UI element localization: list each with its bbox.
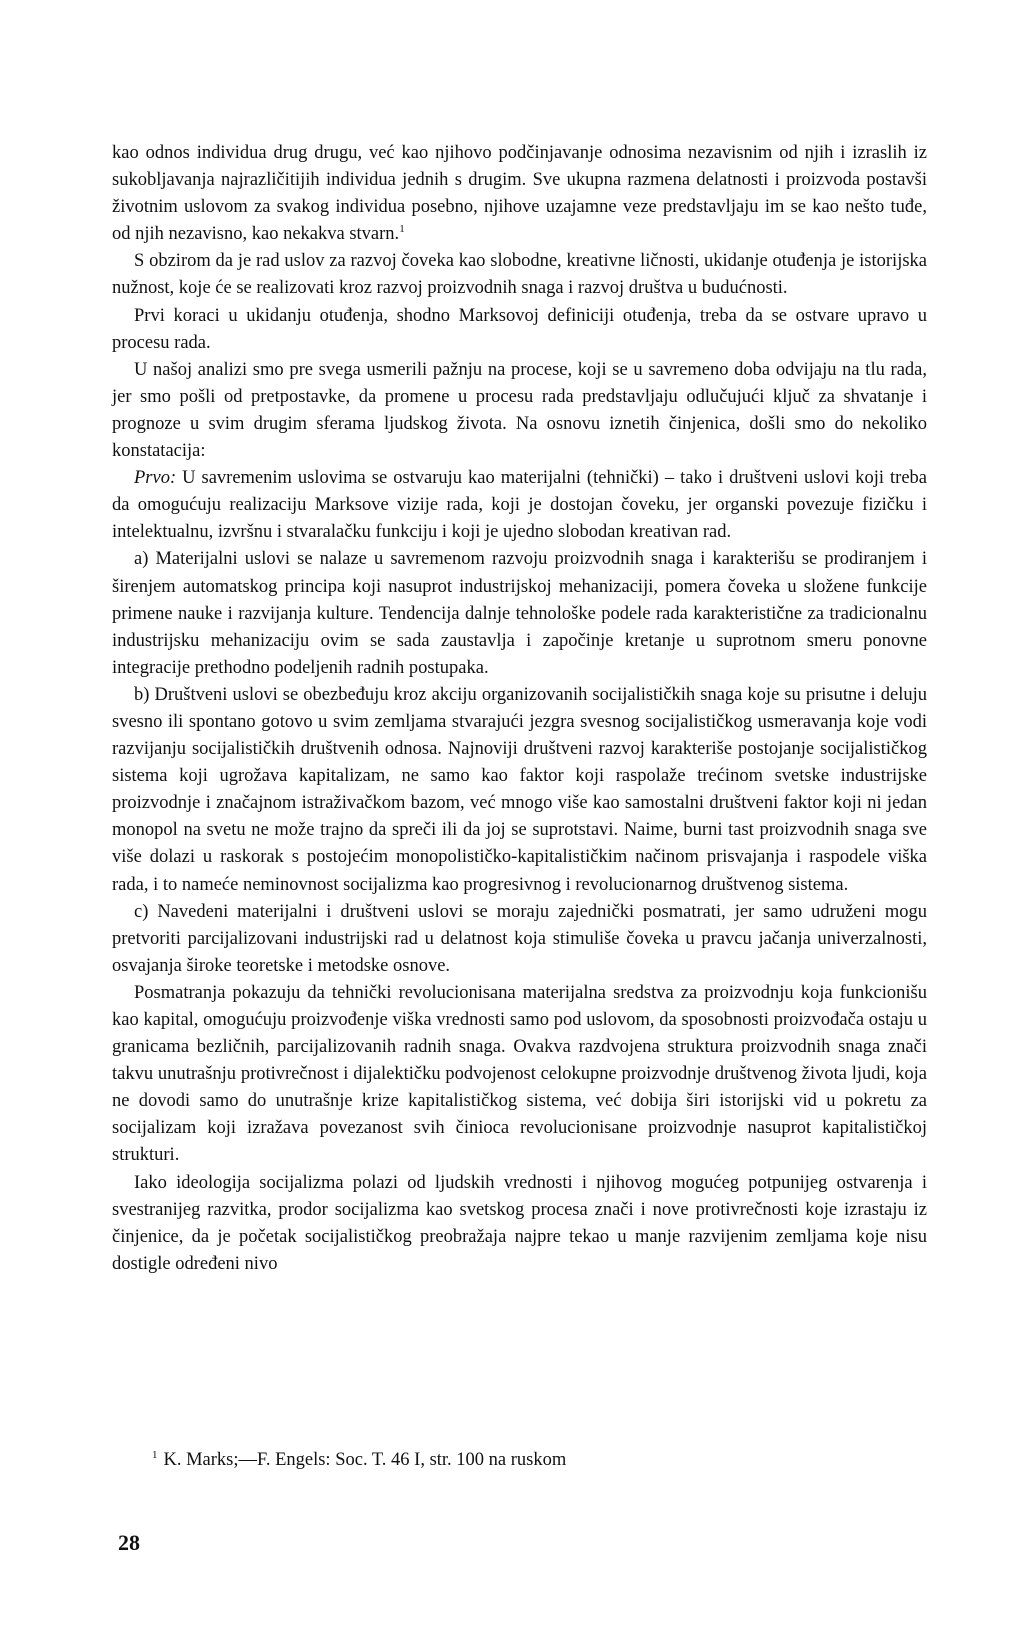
paragraph-1 (112, 140, 927, 248)
footnote-text: K. Marks;—F. Engels: Soc. T. 46 I, str. 100 na ruskom (163, 1450, 567, 1470)
paragraph-4: U našoj analizi smo pre svega usmerili pažnju na procese, koji se u savremeno doba odvijaju na tlu rada, jer smo pošli od pretpostavke, da promene u procesu rada predstavljaju odlučujući ključ za shvatanje i prognoze u svim drugim sferama ljudskog života. Na osnovu iznetih činjenica, došli smo do nekoliko konstatacija: (112, 359, 927, 462)
footnote-reference[interactable]: 1 (399, 223, 405, 236)
paragraph-5 (112, 465, 927, 546)
paragraph-2: S obzirom da je rad uslov za razvoj čoveka kao slobodne, kreativne ličnosti, ukidanje otuđenja je istorijska nužnost, koje će se realizovati kroz razvoj proizvodnih snaga i razvoj društva u budućnosti. (112, 251, 927, 299)
paragraph-5-text: U savremenim uslovima se ostvaruju kao materijalni (tehnički) – tako i društveni uslovi koji treba da omogućuju realizaciju Marksove vizije rada, koji je dostojan čoveku, jer organski povezuje fizičku i intelektualnu, izvršnu i stvaralačku funkciju i koji je ujedno slobodan kreativan rad. (112, 468, 927, 543)
footnote-marker: 1 (152, 1449, 158, 1461)
paragraph-7: b) Društveni uslovi se obezbeđuju kroz akciju organizovanih socijalističkih snaga koje su prisutne i deluju svesno ili spontano gotovo u svim zemljama stvarajući jezgra svesnog socijalističkog usmeravanja koje vodi razvijanju socijalističkih društvenih odnosa. Najnoviji društveni razvoj karakteriše postojanje socijalističkog sistema koji ugrožava kapitalizam, ne samo kao faktor koji raspolaže trećinom svetske industrijske proizvodnje i značajnom istraživačkom bazom, već mnogo više kao samostalni društveni faktor koji ni jedan monopol na svetu ne može trajno da spreči ili da joj se suprotstavi. Naime, burni tast proizvodnih snaga sve više dolazi u raskorak s postojećim monopolističko-kapitalističkim načinom prisvajanja i raspodele viška rada, i to nameće neminovnost socijalizma kao progresivnog i revolucionarnog društvenog sistema. (112, 684, 927, 895)
paragraph-9: Posmatranja pokazuju da tehnički revolucionisana materijalna sredstva za proizvodnju koja funkcionišu kao kapital, omogućuju proizvođenje viška vrednosti samo pod uslovom, da sposobnosti proizvođača ostaju u granicama bezličnih, parcijalizovanih radnih snaga. Ovakva razdvojena struktura proizvodnih snaga znači takvu unutrašnju protivrečnost i dijalektičku podvojenost celokupne proizvodnje društvenog života ljudi, koja ne dovodi samo do unutrašnje krize kapitalističkog sistema, već dobija širi istorijski vid u pokretu za socijalizam koji izražava povezanost svih činioca revolucionisane proizvodnje nasuprot kapitalističkoj strukturi. (112, 982, 927, 1166)
paragraph-6: a) Materijalni uslovi se nalaze u savremenom razvoju proizvodnih snaga i karakterišu se prodiranjem i širenjem automatskog principa koji nasuprot industrijskoj mehanizaciji, pomera čoveka u složene funkcije primene nauke i razvijanja kulture. Tendencija dalnje tehnološke podele rada karakteristične za tradicionalnu industrijsku mehanizaciju ovim se sada zaustavlja i započinje kretanje u suprotnom smeru ponovne integracije prethodno podeljenih radnih postupaka. (112, 549, 927, 678)
paragraph-1-text: kao odnos individua drug drugu, već kao njihovo podčinjavanje odnosima nezavisnim od njih i izraslih iz sukobljavanja najrazličitijih individua jednih s drugim. Sve ukupna razmena delatnosti i proizvoda postavši životnim uslovom za svakog individua posebno, njihove uzajamne veze predstavljaju im se kao nešto tuđe, od njih nezavisno, kao nekakva stvarn. (112, 143, 927, 245)
paragraph-3: Prvi koraci u ukidanju otuđenja, shodno Marksovoj definiciji otuđenja, treba da se ostvare upravo u procesu rada. (112, 305, 927, 353)
paragraph-10: Iako ideologija socijalizma polazi od ljudskih vrednosti i njihovog mogućeg potpunijeg ostvarenja i svestranijeg razvitka, prodor socijalizma kao svetskog procesa znači i nove protivrečnosti koje izrastaju iz činjenice, da je početak socijalističkog preobražaja najpre tekao u manje razvijenim zemljama koje nisu dostigle određeni nivo (112, 1172, 927, 1274)
page-number: 28 (118, 1530, 140, 1555)
paragraph-8: c) Navedeni materijalni i društveni uslovi se moraju zajednički posmatrati, jer samo udruženi mogu pretvoriti parcijalizovani industrijski rad u delatnost koja stimuliše čoveka u pravcu jačanja univerzalnosti, osvajanja široke teoretske i metodske osnove. (112, 901, 927, 976)
footnote (152, 1447, 566, 1473)
paragraph-5-lead: Prvo: (134, 468, 177, 489)
main-text (112, 140, 927, 1278)
